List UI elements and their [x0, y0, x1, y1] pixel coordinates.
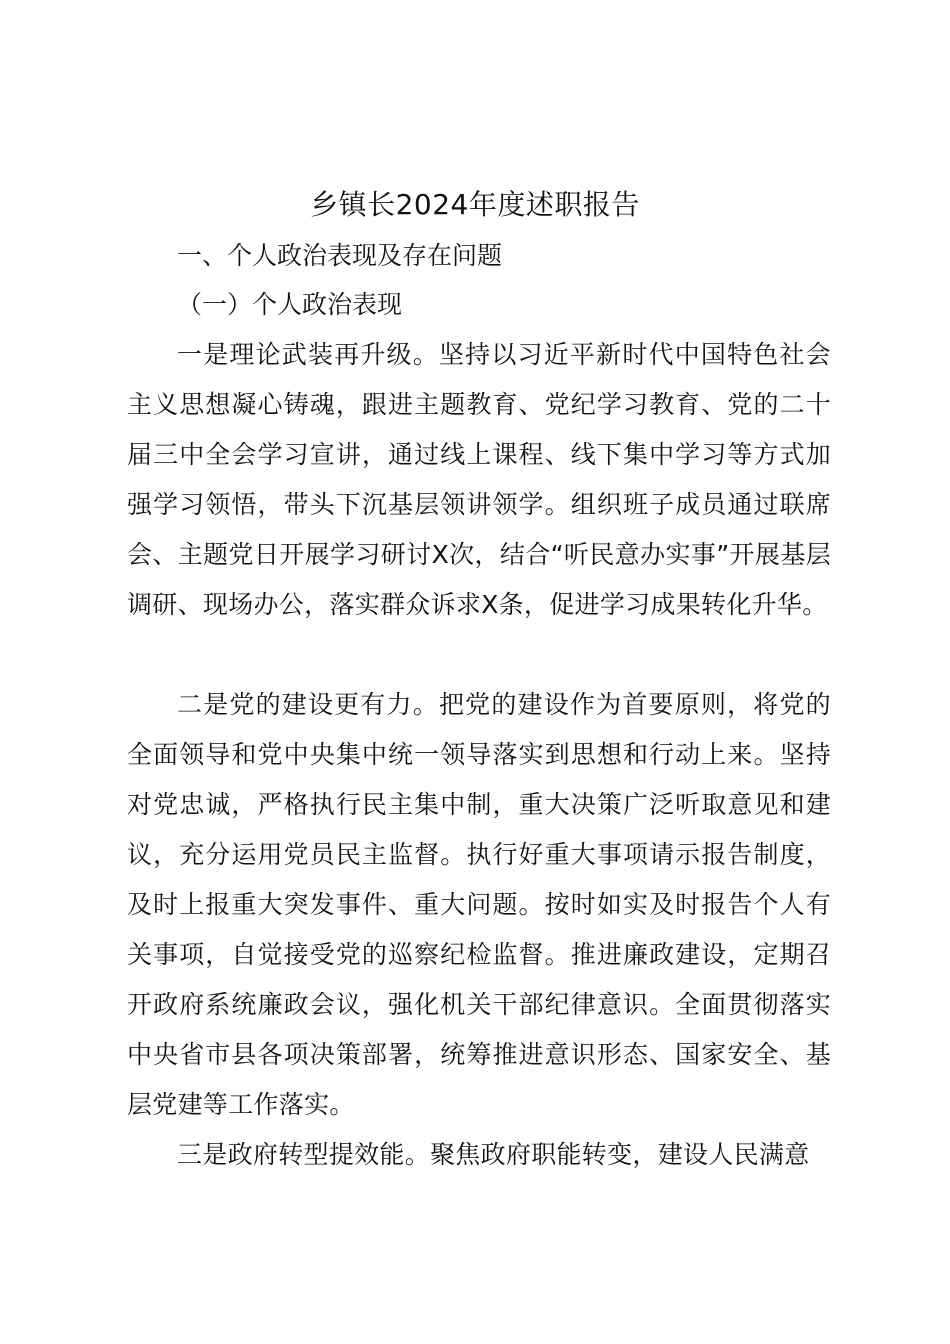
subsection-heading: （一）个人政治表现 [177, 290, 403, 319]
document-title: 乡镇长2024年度述职报告 [310, 188, 640, 221]
section-heading: 一、个人政治表现及存在问题 [177, 241, 503, 270]
paragraph-party-building: 二是党的建设更有力。把党的建设作为首要原则，将党的全面领导和党中央集中统一领导落实到思想和行动上来。坚持对党忠诚，严格执行民主集中制，重大决策广泛听取意见和建议，充分运用党员民主监督。执行好重大事项请示报告制度，及时上报重大突发事件、重大问题。按时如实及时报告个人有关事项，自觉接受党的巡察纪检监督。推进廉政建设，定期召开政府系统廉政会议，强化机关干部纪律意识。全面贯彻落实中央省市县各项决策部署，统筹推进意识形态、国家安全、基层党建等工作落实。 [127, 690, 831, 1119]
paragraph-government-transformation: 三是政府转型提效能。聚焦政府职能转变，建设人民满意 [177, 1140, 810, 1169]
paragraph-theory: 一是理论武装再升级。坚持以习近平新时代中国特色社会主义思想凝心铸魂，跟进主题教育、党纪学习教育、党的二十届三中全会学习宣讲，通过线上课程、线下集中学习等方式加强学习领悟，带头下沉基层领讲领学。组织班子成员通过联席会、主题党日开展学习研讨X次，结合“听民意办实事”开展基层调研、现场办公，落实群众诉求X条，促进学习成果转化升华。 [127, 340, 831, 619]
